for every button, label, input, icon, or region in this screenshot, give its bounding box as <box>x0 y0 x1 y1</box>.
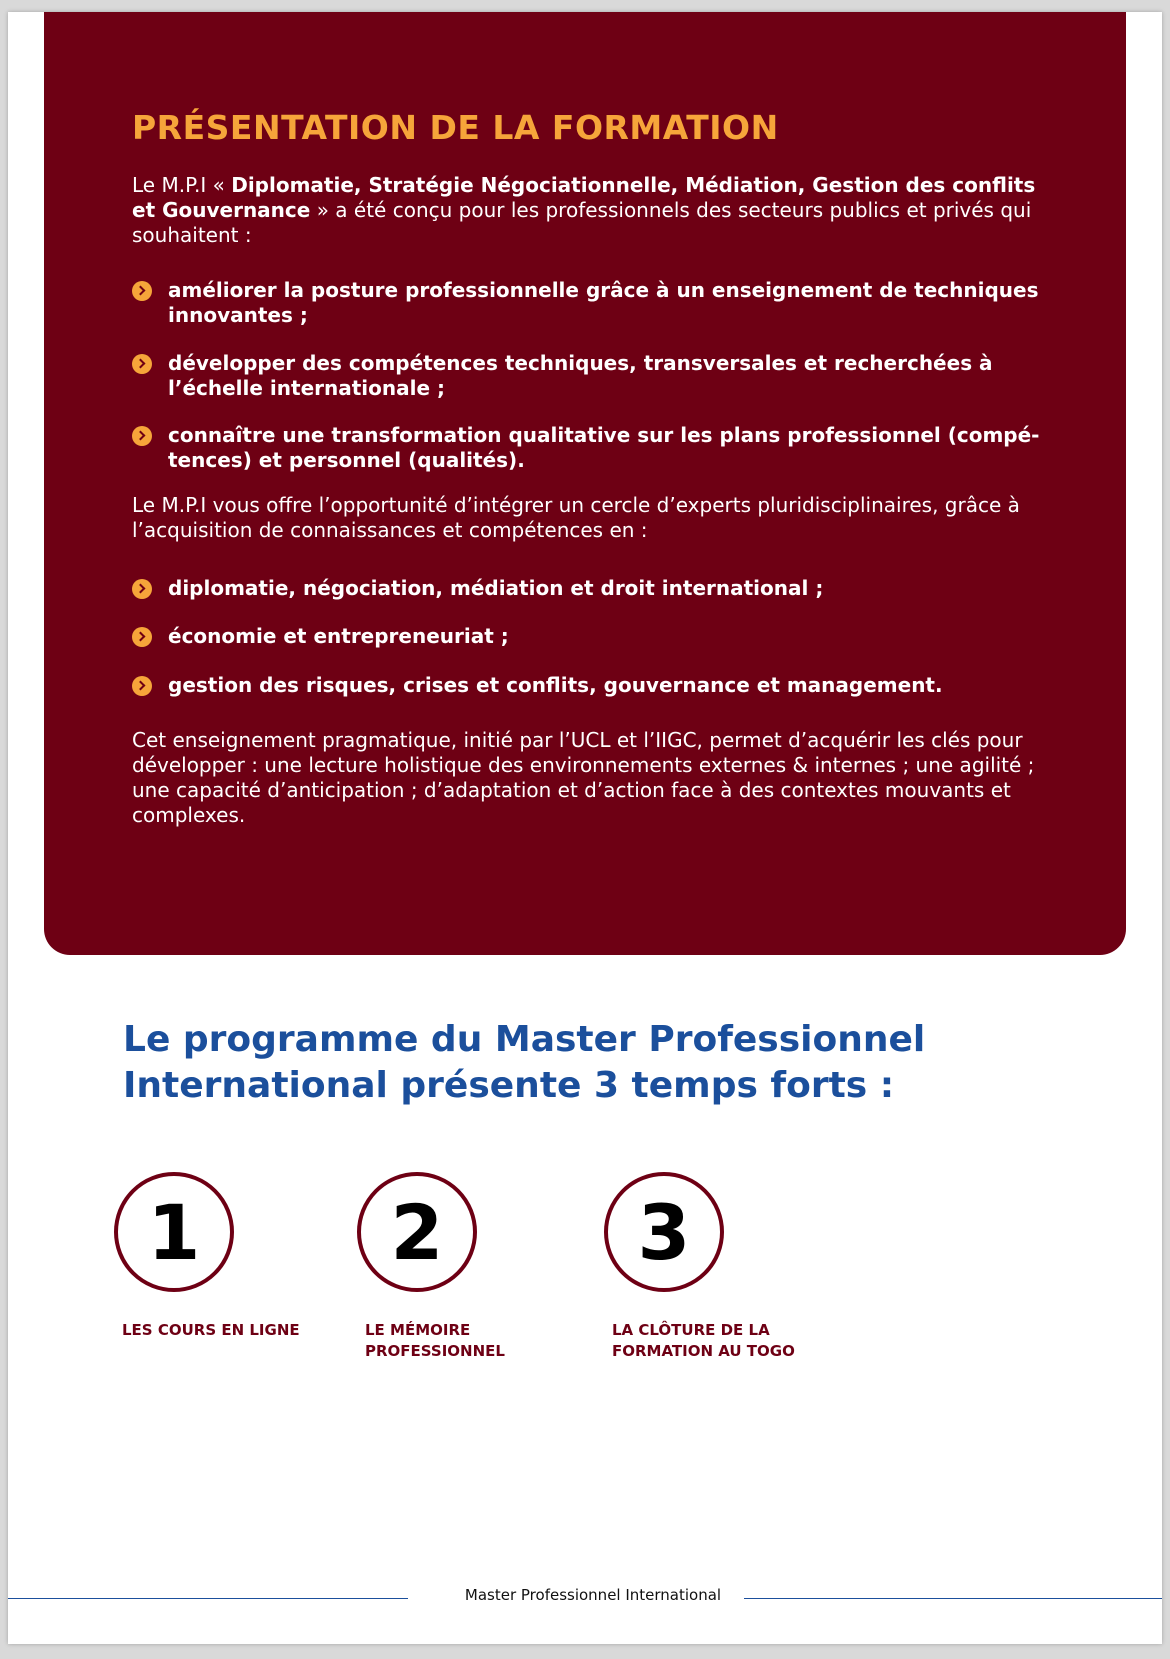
domain-item <box>132 576 1052 601</box>
goal-text: connaître une transformation qualitative sur les plans professionnel (compé-tences) et personnel (qualités). <box>168 423 1040 472</box>
domain-item <box>132 624 1052 649</box>
bullet-chevron-icon <box>132 281 152 301</box>
document-page <box>8 12 1162 1644</box>
step-number-circle: 2 <box>357 1172 477 1292</box>
bullet-chevron-icon <box>132 676 152 696</box>
bullet-chevron-icon <box>132 627 152 647</box>
step-professional-thesis <box>357 1172 505 1360</box>
goal-text: développer des compétences techniques, transversales et recherchées à l’échelle internationale ; <box>168 351 993 400</box>
bullet-chevron-icon <box>132 354 152 374</box>
domain-text: diplomatie, négociation, médiation et droit international ; <box>168 576 824 600</box>
step-number-circle: 3 <box>604 1172 724 1292</box>
domain-text: gestion des risques, crises et conflits, gouvernance et management. <box>168 673 943 697</box>
goal-text: améliorer la posture professionnelle grâce à un enseignement de techniques innovantes ; <box>168 278 1039 327</box>
intro-bold-title: Diplomatie, Stratégie Négociationnelle, Médiation, Gestion des conflits et Gouvernance <box>132 173 1036 222</box>
intro-prefix: Le M.P.I « <box>132 173 232 197</box>
step-number-circle: 1 <box>114 1172 234 1292</box>
domain-item <box>132 673 1052 698</box>
goal-item <box>132 278 1052 328</box>
step-label: LES COURS EN LIGNE <box>122 1321 300 1339</box>
step-online-courses <box>114 1172 300 1339</box>
intro-paragraph <box>132 173 1062 248</box>
footer-text: Master Professionnel International <box>464 1586 722 1604</box>
step-label: LA CLÔTURE DE LA FORMATION AU TOGO <box>612 1321 795 1360</box>
footer-divider-right <box>744 1598 1162 1599</box>
presentation-title: PRÉSENTATION DE LA FORMATION <box>132 108 779 147</box>
offer-paragraph: Le M.P.I vous offre l’opportunité d’intégrer un cercle d’experts pluridisciplinaires, grâce à l’acquisition de connaissances et compétences en : <box>132 493 1020 542</box>
closing-paragraph: Cet enseignement pragmatique, initié par l’UCL et l’IIGC, permet d’acquérir les clés pour développer : une lecture holistique des environnements externes & internes ; une agilité ; une capacité d’anticipation ; d’adaptation et d’action face à des contextes mouvants et complexes. <box>132 728 1035 827</box>
step-closing-togo <box>604 1172 795 1360</box>
goal-item <box>132 351 1052 401</box>
footer-divider-left <box>8 1598 408 1599</box>
program-title: Le programme du Master Professionnel International présente 3 temps forts : <box>123 1019 926 1106</box>
bullet-chevron-icon <box>132 426 152 446</box>
intro-suffix: » a été conçu pour les professionnels des secteurs publics et privés qui souhaitent : <box>132 198 1032 247</box>
bullet-chevron-icon <box>132 579 152 599</box>
step-label: LE MÉMOIRE PROFESSIONNEL <box>365 1321 505 1360</box>
domain-text: économie et entrepreneuriat ; <box>168 624 509 648</box>
goal-item <box>132 423 1052 473</box>
